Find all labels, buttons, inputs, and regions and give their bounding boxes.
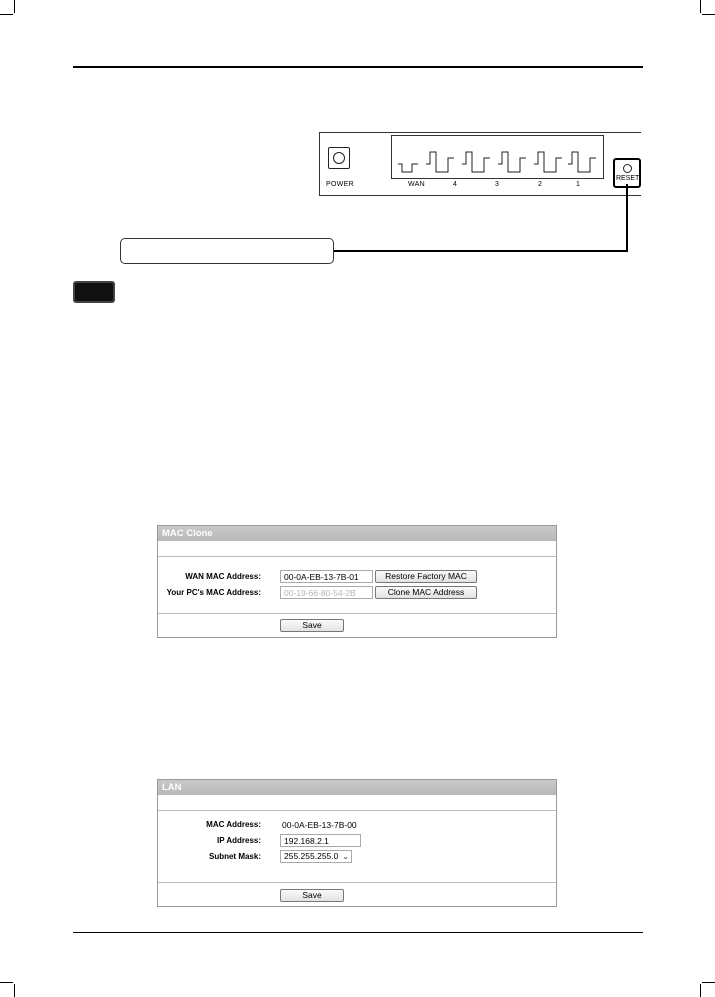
clone-mac-address-button[interactable]: Clone MAC Address	[375, 586, 477, 599]
ip-address-label: IP Address:	[216, 836, 261, 845]
subnet-mask-row	[158, 849, 556, 865]
note-badge	[73, 281, 115, 303]
mac-clone-footer	[158, 614, 556, 637]
ip-address-input[interactable]: 192.168.2.1	[280, 834, 361, 847]
chevron-down-icon: ⌄	[342, 852, 349, 861]
ip-address-row	[158, 833, 556, 849]
ethernet-ports-icon	[392, 136, 603, 178]
crop-mark	[0, 982, 13, 983]
crop-mark	[702, 982, 715, 983]
save-button[interactable]: Save	[280, 889, 344, 902]
lan-panel	[157, 779, 557, 907]
wan-mac-input[interactable]: 00-0A-EB-13-7B-01	[280, 570, 373, 583]
header-rule	[73, 66, 643, 68]
lan-footer	[158, 883, 556, 906]
lan-body	[158, 811, 556, 883]
port-label-2: 2	[538, 181, 543, 188]
lan-mac-value: 00-0A-EB-13-7B-00	[282, 820, 357, 830]
crop-mark	[14, 0, 15, 13]
reset-hole-icon	[623, 164, 632, 173]
ethernet-ports	[391, 135, 604, 179]
reset-label: RESET	[616, 175, 640, 182]
subnet-mask-label: Subnet Mask:	[208, 852, 261, 861]
pc-mac-row	[158, 585, 556, 601]
subnet-mask-value: 255.255.255.0	[284, 851, 339, 861]
callout-box	[120, 238, 334, 264]
subnet-mask-select[interactable]	[280, 850, 352, 863]
crop-mark	[700, 0, 701, 13]
port-label-wan: WAN	[408, 181, 425, 188]
port-label-1: 1	[576, 181, 581, 188]
save-button[interactable]: Save	[280, 619, 344, 632]
panel-spacer	[158, 541, 556, 557]
mac-clone-panel	[157, 525, 557, 638]
crop-mark	[0, 14, 13, 15]
crop-mark	[702, 14, 715, 15]
restore-factory-mac-button[interactable]: Restore Factory MAC	[375, 570, 477, 583]
port-label-4: 4	[453, 181, 458, 188]
lan-title: LAN	[158, 780, 556, 795]
port-label-3: 3	[495, 181, 500, 188]
crop-mark	[14, 984, 15, 997]
lan-mac-label: MAC Address:	[206, 820, 261, 829]
port-label-power: POWER	[326, 181, 354, 188]
pc-mac-label: Your PC's MAC Address:	[166, 588, 261, 597]
mac-clone-body	[158, 557, 556, 614]
power-jack-icon	[328, 147, 350, 169]
wan-mac-label: WAN MAC Address:	[185, 572, 261, 581]
crop-mark	[700, 984, 701, 997]
footer-rule	[73, 932, 643, 933]
callout-connector	[626, 184, 628, 252]
router-back-panel	[319, 132, 641, 196]
pc-mac-field: 00-19-66-80-54-2B	[280, 586, 373, 599]
lan-mac-row	[158, 817, 556, 833]
wan-mac-row	[158, 569, 556, 585]
mac-clone-title: MAC Clone	[158, 526, 556, 541]
callout-connector	[334, 250, 628, 252]
panel-spacer	[158, 795, 556, 811]
